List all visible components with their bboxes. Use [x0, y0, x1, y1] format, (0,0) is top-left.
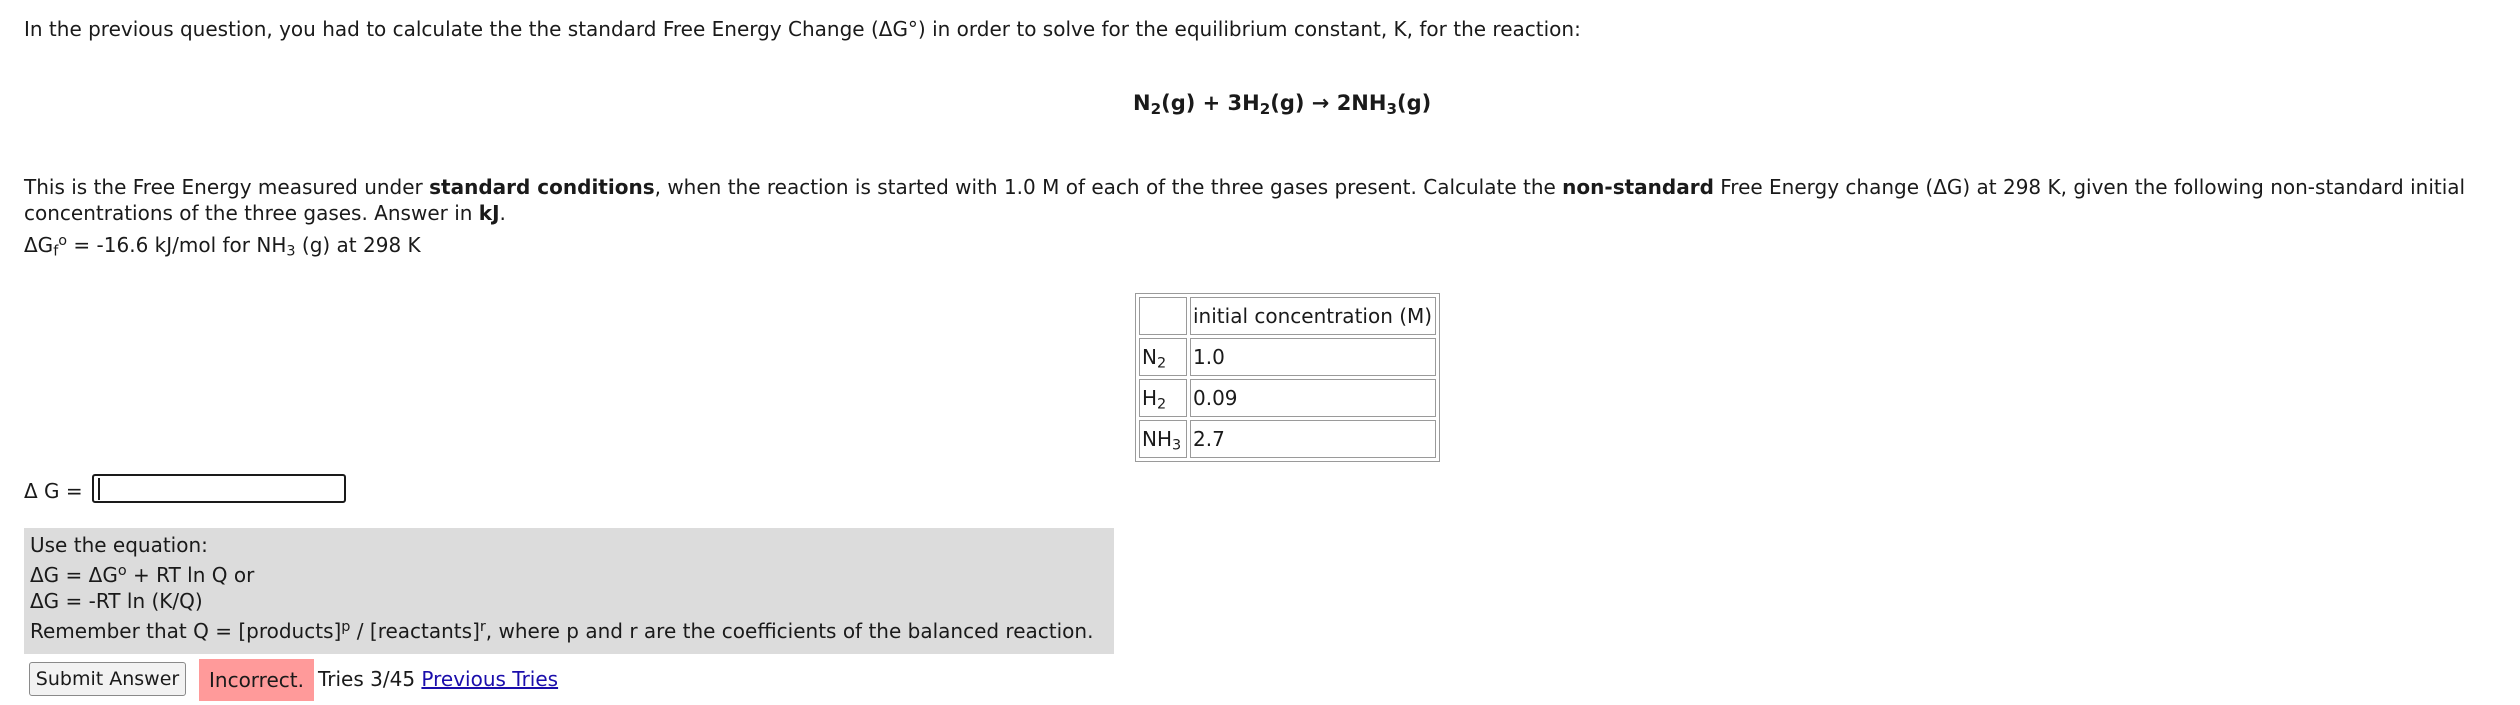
concentration-cell: 0.09 [1190, 379, 1436, 417]
reaction-equation: $N_2(g) + 3H_2(g) \to 2NH_3(g)$ [1133, 91, 1432, 118]
previous-tries-link[interactable]: Previous Tries [421, 667, 559, 691]
emphasis-units: kJ [478, 201, 500, 225]
question-paragraph: This is the Free Energy measured under standard conditions, when the reaction is started with 1.0 M of each of the three gases present. Calculate the non-standard Free Energy change (ΔG) at 298 K, given the following non-standard initial concentrations of the three gases. Answer in kJ. [24, 175, 2466, 225]
concentration-table [1135, 293, 1440, 462]
tries-count: Tries 3/45 [318, 667, 416, 691]
table-header-cell: initial concentration (M) [1190, 297, 1436, 335]
emphasis-non-standard: non-standard [1562, 175, 1714, 199]
tries-info [318, 666, 558, 692]
table-header-row [1139, 297, 1436, 335]
emphasis-standard-conditions: standard conditions [429, 175, 655, 199]
hint-equation-2: ΔG = -RT ln (K/Q) [30, 589, 203, 613]
submit-answer-button[interactable]: Submit Answer [29, 662, 186, 696]
species-cell: $NH_3$ [1139, 420, 1187, 458]
answer-input[interactable] [92, 474, 346, 503]
formation-energy-note: $\Delta G_f^o = -16.6$ kJ/mol for $NH_3$ (g) at 298 K [24, 232, 421, 260]
concentration-cell: 2.7 [1190, 420, 1436, 458]
table-row [1139, 420, 1436, 458]
table-row [1139, 338, 1436, 376]
table-corner-cell [1139, 297, 1187, 335]
hint-reminder: Remember that Q = [products]$^p$ / [reactants]$^r$, where p and r are the coefficients of the balanced reaction. [30, 618, 1094, 643]
answer-label: Δ G = [24, 479, 83, 503]
species-cell: $N_2$ [1139, 338, 1187, 376]
hint-box [24, 528, 1114, 654]
species-cell: $H_2$ [1139, 379, 1187, 417]
concentration-cell: 1.0 [1190, 338, 1436, 376]
incorrect-status-badge: Incorrect. [199, 659, 314, 701]
table-row [1139, 379, 1436, 417]
hint-equation-1: $\Delta G = \Delta G^o$ + RT ln Q or [30, 562, 255, 587]
text-caret [98, 478, 100, 500]
question-intro: In the previous question, you had to calculate the the standard Free Energy Change (ΔG°) in order to solve for the equilibrium constant, K, for the reaction: [24, 17, 1581, 41]
hint-line: Use the equation: [30, 533, 208, 557]
